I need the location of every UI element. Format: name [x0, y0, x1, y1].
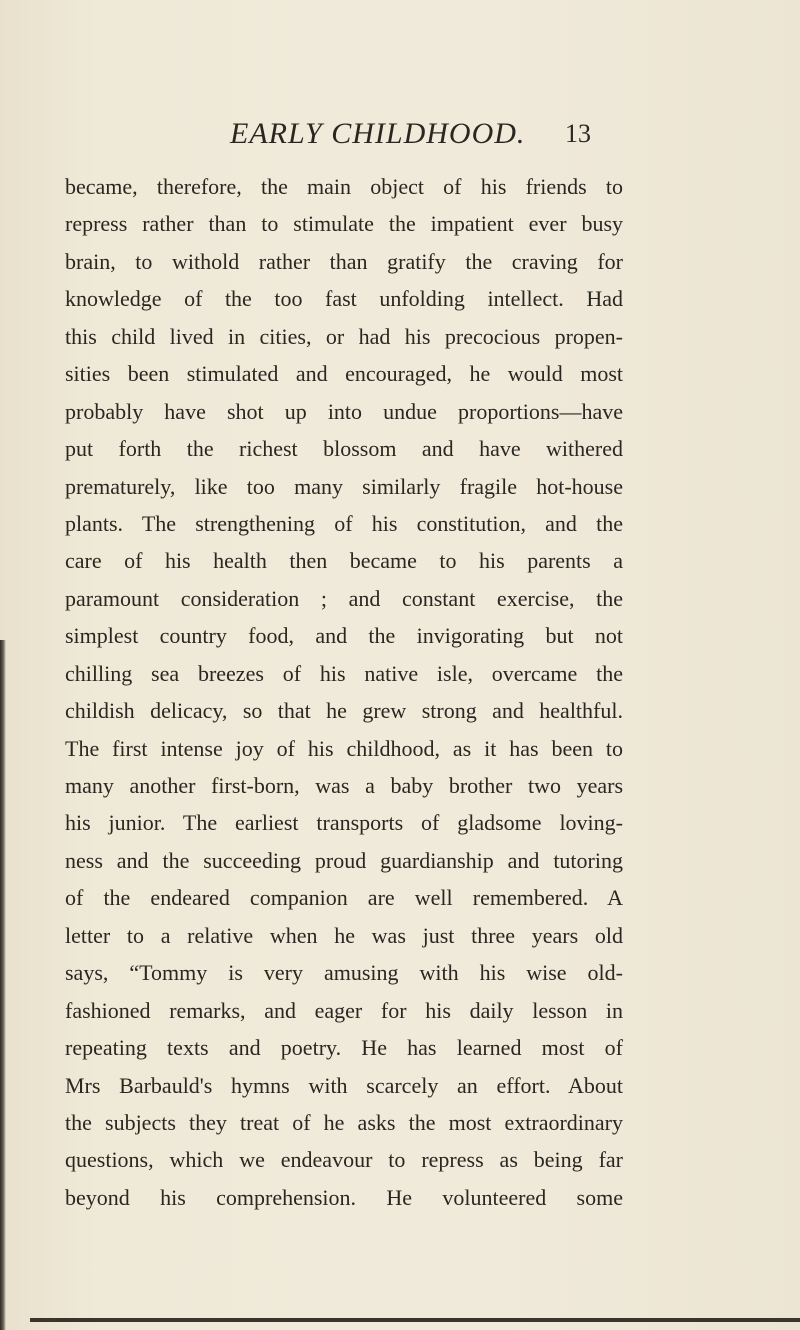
running-title: EARLY CHILDHOOD. [230, 117, 526, 150]
body-text [65, 168, 623, 1216]
page-gutter-shadow [0, 640, 6, 1330]
text-line: many another first-born, was a baby brother two years [65, 773, 623, 798]
text-line: repeating texts and poetry. He has learned most of [65, 1035, 623, 1061]
text-line: prematurely, like too many similarly fragile hot-house [65, 473, 623, 499]
text-line: simplest country food, and the invigorating but not [65, 623, 623, 649]
text-line: brain, to withold rather than gratify the craving for [65, 248, 623, 274]
text-line: of the endeared companion are well remembered. A [65, 885, 623, 911]
text-line: put forth the richest blossom and have withered [65, 436, 623, 462]
text-line: this child lived in cities, or had his precocious propen- [65, 323, 623, 349]
page-bottom-edge [30, 1318, 800, 1322]
text-line: beyond his comprehension. He volunteered some [65, 1184, 623, 1210]
text-line: paramount consideration ; and constant exercise, the [65, 585, 623, 611]
text-line: childish delicacy, so that he grew strong and healthful. [65, 698, 623, 724]
text-line: ness and the succeeding proud guardianship and tutoring [65, 847, 623, 873]
text-line: sities been stimulated and encouraged, he would most [65, 361, 623, 387]
page-number: 13 [565, 119, 591, 148]
text-line: the subjects they treat of he asks the most extraordinary [65, 1109, 623, 1135]
text-line: says, “Tommy is very amusing with his wise old- [65, 960, 623, 986]
text-line: repress rather than to stimulate the impatient ever busy [65, 211, 623, 237]
text-line: Mrs Barbauld's hymns with scarcely an effort. About [65, 1072, 623, 1098]
text-line: probably have shot up into undue proportions—have [65, 398, 623, 424]
text-line: chilling sea breezes of his native isle, overcame the [65, 660, 623, 686]
text-line: questions, which we endeavour to repress as being far [65, 1147, 623, 1173]
text-line: care of his health then became to his parents a [65, 548, 623, 574]
text-line: plants. The strengthening of his constitution, and the [65, 510, 623, 536]
page-header [0, 117, 800, 157]
text-line: knowledge of the too fast unfolding intellect. Had [65, 286, 623, 312]
text-line: fashioned remarks, and eager for his daily lesson in [65, 997, 623, 1023]
text-line: letter to a relative when he was just three years old [65, 922, 623, 948]
text-line: became, therefore, the main object of his friends to [65, 174, 623, 199]
text-line: The first intense joy of his childhood, as it has been to [65, 735, 623, 761]
text-line: his junior. The earliest transports of gladsome loving- [65, 810, 623, 836]
